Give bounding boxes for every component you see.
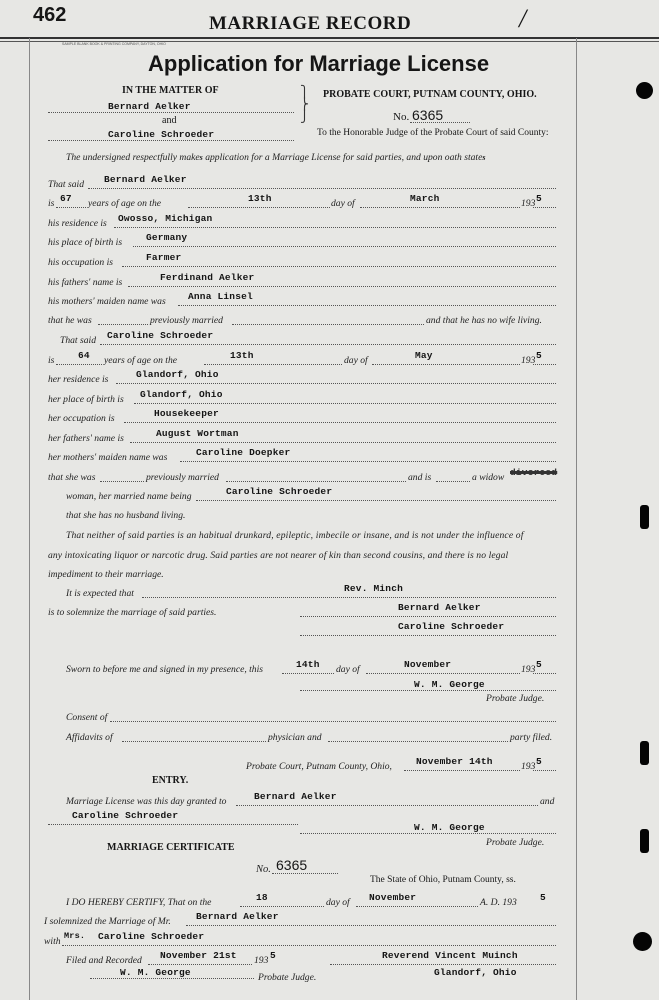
bride-married-name: Caroline Schroeder (226, 486, 333, 497)
form-title: Application for Marriage License (148, 51, 490, 76)
matter-groom: Bernard Aelker (108, 101, 191, 112)
filed-year: 5 (270, 950, 276, 961)
cert-mrs: Mrs. (64, 931, 86, 941)
matter-brace: ⎫ ⎬ ⎭ (300, 85, 309, 123)
label-year: 193 (521, 198, 536, 209)
label-woman-married: woman, her married name being (66, 491, 192, 502)
label-and-end: and (540, 796, 555, 807)
groom-mother: Anna Linsel (188, 291, 253, 302)
label-years-of-age-she: years of age on the (104, 355, 178, 366)
label-solemnized: I solemnized the Marriage of Mr. (44, 916, 171, 927)
binder-slot (640, 505, 649, 529)
groom-residence: Owosso, Michigan (118, 213, 213, 224)
groom-age: 67 (60, 193, 72, 204)
label-years-of-age: years of age on the (88, 198, 162, 209)
label-probate-judge-3: Probate Judge. (258, 972, 317, 983)
intro-text: The undersigned respectfully makes application for a Marriage License for said parties, and upon oath states (66, 152, 486, 163)
label-her-mother: her mothers' maiden name was (48, 452, 168, 463)
judge-signature-2: W. M. George (414, 822, 485, 833)
label-his-residence: his residence is (48, 218, 107, 229)
cert-bride: Caroline Schroeder (98, 931, 205, 942)
bride-year: 5 (536, 350, 542, 361)
court-year: 5 (536, 756, 542, 767)
binder-hole (633, 932, 652, 951)
cert-groom: Bernard Aelker (196, 911, 279, 922)
entry-heading: ENTRY. (152, 775, 189, 786)
binder-slot (640, 741, 649, 765)
label-her-father: her fathers' name is (48, 433, 124, 444)
left-margin-rule (29, 38, 30, 1000)
court-name: PROBATE COURT, PUTNAM COUNTY, OHIO. (323, 89, 537, 100)
label-year-she: 193 (521, 355, 536, 366)
label-affidavits: Affidavits of (66, 732, 113, 743)
signature-groom: Bernard Aelker (398, 602, 481, 613)
label-no-wife: and that he has no wife living. (426, 315, 542, 326)
matter-bride: Caroline Schroeder (108, 129, 215, 140)
application-number: 6365 (412, 107, 444, 123)
bride-birthplace: Glandorf, Ohio (140, 389, 223, 400)
binder-slot (640, 829, 649, 853)
label-his-birth: his place of birth is (48, 237, 123, 248)
signature-bride: Caroline Schroeder (398, 621, 505, 632)
declaration-line-3: impediment to their marriage. (48, 569, 164, 580)
label-his-father: his fathers' name is (48, 277, 123, 288)
certificate-number: 6365 (276, 857, 308, 873)
label-that-she-was: that she was (48, 472, 96, 483)
label-no-husband: that she has no husband living. (66, 510, 186, 521)
label-prev-married-he: previously married (150, 315, 223, 326)
cert-day: 18 (256, 892, 268, 903)
label-probate-judge-2: Probate Judge. (486, 837, 545, 848)
groom-birthplace: Germany (146, 232, 188, 243)
judge-signature-1: W. M. George (414, 679, 485, 690)
groom-year: 5 (536, 193, 542, 204)
label-that-said-she: That said (60, 335, 96, 346)
label-solemnize: is to solemnize the marriage of said parties. (48, 607, 217, 618)
corner-mark: / (519, 4, 527, 33)
state-line: The State of Ohio, Putnam County, ss. (370, 875, 516, 885)
label-and-is: and is (408, 472, 432, 483)
label-day-of-sworn: day of (336, 664, 360, 675)
declaration-line-2: any intoxicating liquor or narcotic drug. Said parties are not nearer of kin than second cousins, and there is no legal (48, 550, 509, 561)
label-her-residence: her residence is (48, 374, 109, 385)
groom-father: Ferdinand Aelker (160, 272, 255, 283)
license-bride: Caroline Schroeder (72, 810, 179, 821)
certificate-heading: MARRIAGE CERTIFICATE (107, 842, 235, 853)
no-label: No. (393, 111, 410, 123)
bride-name: Caroline Schroeder (107, 330, 214, 341)
label-filed: Filed and Recorded (66, 955, 142, 966)
groom-occupation: Farmer (146, 252, 182, 263)
page-number: 462 (33, 4, 67, 26)
label-year-sworn: 193 (521, 664, 536, 675)
label-physician-and: physician and (268, 732, 322, 743)
label-party-filed: party filed. (510, 732, 553, 743)
label-is: is (48, 198, 55, 209)
label-prev-married-she: previously married (146, 472, 219, 483)
label-court-line: Probate Court, Putnam County, Ohio, (246, 761, 392, 772)
groom-name: Bernard Aelker (104, 174, 187, 185)
label-his-mother: his mothers' maiden name was (48, 296, 166, 307)
bride-mother: Caroline Doepker (196, 447, 291, 458)
label-ad: A. D. 193 (480, 897, 517, 908)
groom-bmonth: March (410, 193, 440, 204)
label-expected: It is expected that (66, 588, 134, 599)
groom-bday: 13th (248, 193, 272, 204)
officiant: Rev. Minch (344, 583, 404, 594)
label-day-of: day of (331, 198, 355, 209)
label-probate-judge-1: Probate Judge. (486, 693, 545, 704)
cert-year: 5 (540, 892, 546, 903)
bride-bday: 13th (230, 350, 254, 361)
label-certify: I DO HEREBY CERTIFY, That on the (66, 897, 212, 908)
struck-divorced: divorced (510, 467, 558, 478)
label-with: with (44, 936, 61, 947)
printer-line: SAMPLE BLANK BOOK & PRINTING COMPANY, DAYTON, OHIO (62, 42, 166, 46)
label-his-occupation: his occupation is (48, 257, 114, 268)
bride-occupation: Housekeeper (154, 408, 219, 419)
license-groom: Bernard Aelker (254, 791, 337, 802)
to-judge: To the Honorable Judge of the Probate Court of said County: (317, 128, 549, 138)
minister-place: Glandorf, Ohio (434, 967, 517, 978)
label-that-said: That said (48, 179, 84, 190)
record-header: MARRIAGE RECORD (209, 13, 412, 34)
matter-and: and (162, 115, 177, 126)
sworn-month: November (404, 659, 452, 670)
bride-bmonth: May (415, 350, 433, 361)
label-her-occupation: her occupation is (48, 413, 115, 424)
bride-age: 64 (78, 350, 90, 361)
declaration-line-1: That neither of said parties is an habitual drunkard, epileptic, imbecile or insane, and is not under the influence of (66, 530, 524, 541)
sworn-day: 14th (296, 659, 320, 670)
label-day-of-she: day of (344, 355, 368, 366)
bride-residence: Glandorf, Ohio (136, 369, 219, 380)
label-year-court: 193 (521, 761, 536, 772)
court-date: November 14th (416, 756, 493, 767)
cert-month: November (369, 892, 417, 903)
binder-hole (636, 82, 653, 99)
label-is-she: is (48, 355, 55, 366)
minister-name: Reverend Vincent Muinch (382, 950, 518, 961)
matter-label: IN THE MATTER OF (122, 85, 219, 96)
sworn-year: 5 (536, 659, 542, 670)
label-a-widow: a widow (472, 472, 505, 483)
label-no-cert: No. (256, 864, 271, 875)
label-that-he-was: that he was (48, 315, 92, 326)
label-sworn: Sworn to before me and signed in my presence, this (66, 664, 263, 675)
label-year-filed: 193 (254, 955, 269, 966)
header-rule (0, 37, 659, 39)
label-her-birth: her place of birth is (48, 394, 124, 405)
label-consent: Consent of (66, 712, 108, 723)
bride-father: August Wortman (156, 428, 239, 439)
filed-date: November 21st (160, 950, 237, 961)
filed-judge: W. M. George (120, 967, 191, 978)
label-day-of-cert: day of (326, 897, 350, 908)
label-license-granted: Marriage License was this day granted to (66, 796, 227, 807)
right-margin-rule (576, 38, 577, 1000)
